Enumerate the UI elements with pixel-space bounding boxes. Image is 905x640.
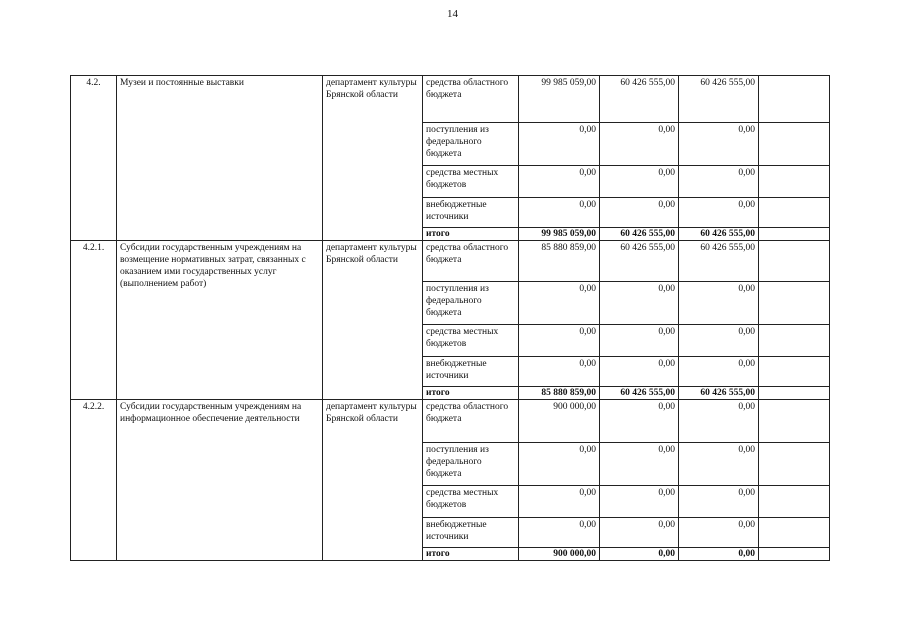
amount-year-3: 0,00 (679, 198, 759, 228)
funding-source: внебюджетные источники (423, 518, 519, 548)
amount-year-1: 900 000,00 (519, 400, 600, 443)
amount-year-1: 85 880 859,00 (519, 241, 600, 282)
table-row (71, 241, 830, 282)
funding-source: средства областного бюджета (423, 241, 519, 282)
amount-year-2: 0,00 (600, 325, 679, 357)
total-year-1: 900 000,00 (519, 548, 600, 561)
funding-source: средства местных бюджетов (423, 325, 519, 357)
amount-year-2: 0,00 (600, 486, 679, 518)
amount-year-2: 0,00 (600, 198, 679, 228)
empty-cell (759, 325, 830, 357)
amount-year-1: 0,00 (519, 486, 600, 518)
total-year-3: 60 426 555,00 (679, 387, 759, 400)
amount-year-2: 0,00 (600, 123, 679, 166)
empty-cell (759, 486, 830, 518)
page-number: 14 (447, 8, 458, 20)
table-row (71, 400, 830, 443)
empty-cell (759, 198, 830, 228)
empty-cell (759, 241, 830, 282)
section-title: Музеи и постоянные выставки (117, 76, 323, 241)
amount-year-1: 0,00 (519, 123, 600, 166)
amount-year-2: 60 426 555,00 (600, 76, 679, 123)
empty-cell (759, 166, 830, 198)
amount-year-3: 0,00 (679, 282, 759, 325)
section-executor: департамент культуры Брянской области (323, 241, 423, 400)
amount-year-1: 0,00 (519, 443, 600, 486)
amount-year-1: 0,00 (519, 282, 600, 325)
amount-year-1: 0,00 (519, 325, 600, 357)
amount-year-1: 0,00 (519, 518, 600, 548)
total-label: итого (423, 387, 519, 400)
funding-source: средства областного бюджета (423, 76, 519, 123)
funding-source: поступления из федерального бюджета (423, 123, 519, 166)
total-label: итого (423, 548, 519, 561)
section-executor: департамент культуры Брянской области (323, 76, 423, 241)
empty-cell (759, 387, 830, 400)
amount-year-3: 0,00 (679, 166, 759, 198)
amount-year-3: 0,00 (679, 400, 759, 443)
section-title: Субсидии государственным учреждениям на возмещение нормативных затрат, связанных с оказанием ими государственных услуг (выполнением работ) (117, 241, 323, 400)
amount-year-3: 0,00 (679, 123, 759, 166)
funding-source: средства местных бюджетов (423, 166, 519, 198)
total-label: итого (423, 228, 519, 241)
amount-year-3: 0,00 (679, 518, 759, 548)
funding-source: поступления из федерального бюджета (423, 443, 519, 486)
empty-cell (759, 123, 830, 166)
section-executor: департамент культуры Брянской области (323, 400, 423, 561)
amount-year-3: 0,00 (679, 443, 759, 486)
section-number: 4.2.2. (71, 400, 117, 561)
section-number: 4.2.1. (71, 241, 117, 400)
empty-cell (759, 282, 830, 325)
amount-year-2: 0,00 (600, 518, 679, 548)
funding-source: средства областного бюджета (423, 400, 519, 443)
total-year-3: 0,00 (679, 548, 759, 561)
amount-year-3: 60 426 555,00 (679, 241, 759, 282)
total-year-2: 60 426 555,00 (600, 228, 679, 241)
amount-year-3: 60 426 555,00 (679, 76, 759, 123)
section-title: Субсидии государственным учреждениям на информационное обеспечение деятельности (117, 400, 323, 561)
total-year-1: 85 880 859,00 (519, 387, 600, 400)
amount-year-3: 0,00 (679, 325, 759, 357)
funding-source: средства местных бюджетов (423, 486, 519, 518)
total-year-2: 60 426 555,00 (600, 387, 679, 400)
amount-year-1: 0,00 (519, 198, 600, 228)
amount-year-1: 0,00 (519, 357, 600, 387)
amount-year-1: 99 985 059,00 (519, 76, 600, 123)
total-year-1: 99 985 059,00 (519, 228, 600, 241)
table-row (71, 76, 830, 123)
total-year-3: 60 426 555,00 (679, 228, 759, 241)
funding-source: внебюджетные источники (423, 198, 519, 228)
amount-year-2: 0,00 (600, 166, 679, 198)
empty-cell (759, 400, 830, 443)
empty-cell (759, 518, 830, 548)
amount-year-1: 0,00 (519, 166, 600, 198)
amount-year-2: 0,00 (600, 357, 679, 387)
amount-year-3: 0,00 (679, 357, 759, 387)
amount-year-2: 0,00 (600, 282, 679, 325)
empty-cell (759, 228, 830, 241)
funding-source: внебюджетные источники (423, 357, 519, 387)
budget-table (70, 75, 830, 561)
section-number: 4.2. (71, 76, 117, 241)
total-year-2: 0,00 (600, 548, 679, 561)
amount-year-2: 0,00 (600, 400, 679, 443)
amount-year-3: 0,00 (679, 486, 759, 518)
empty-cell (759, 548, 830, 561)
empty-cell (759, 76, 830, 123)
empty-cell (759, 443, 830, 486)
amount-year-2: 0,00 (600, 443, 679, 486)
amount-year-2: 60 426 555,00 (600, 241, 679, 282)
empty-cell (759, 357, 830, 387)
funding-source: поступления из федерального бюджета (423, 282, 519, 325)
